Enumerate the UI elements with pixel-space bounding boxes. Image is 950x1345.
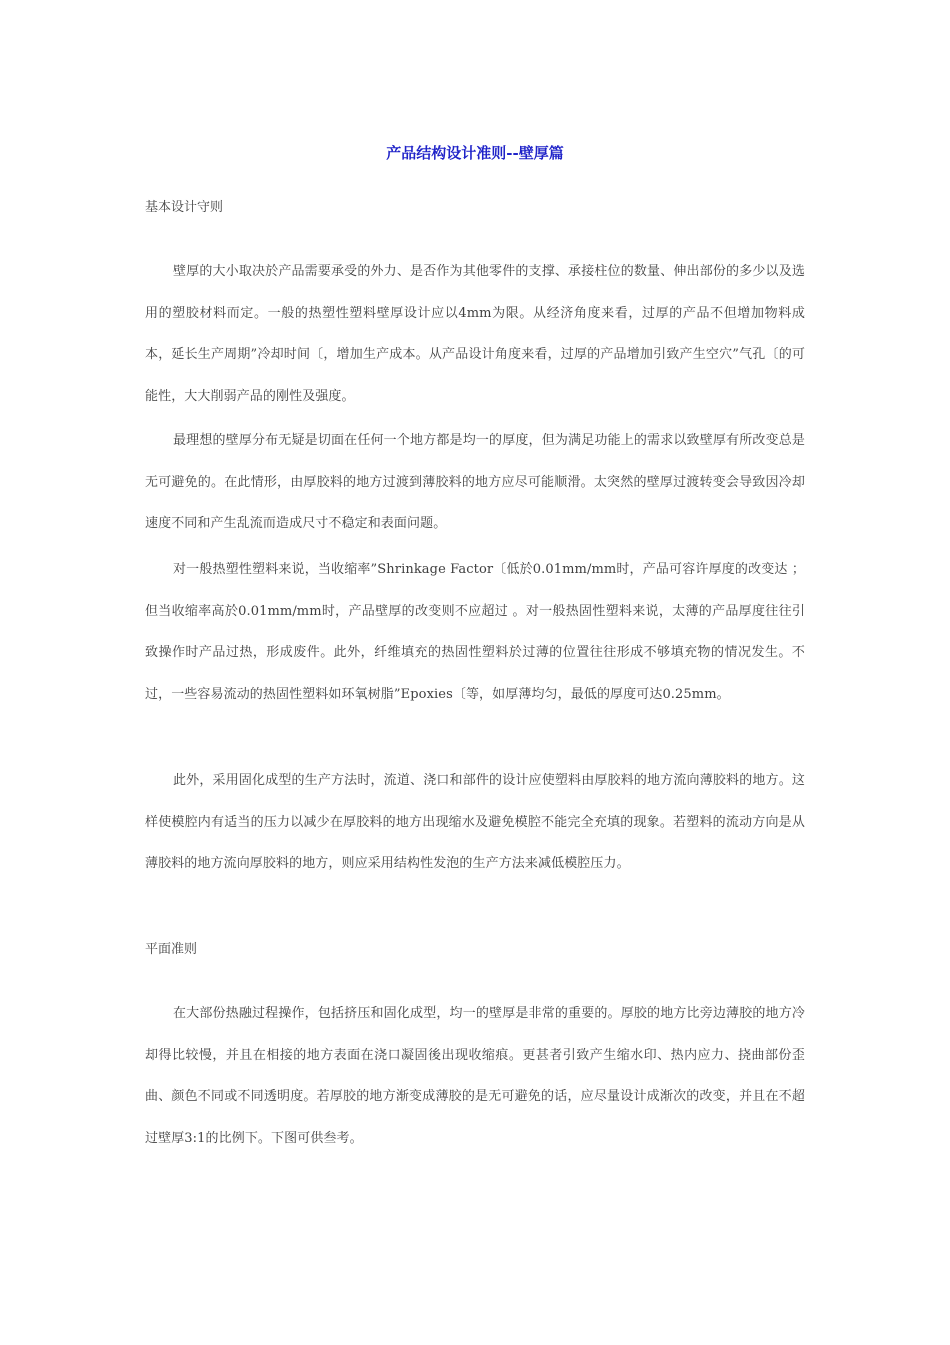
paragraph-ideal-distribution: 最理想的壁厚分布无疑是切面在任何一个地方都是均一的厚度，但为满足功能上的需求以致壁厚有所改变总是无可避免的。在此情形，由厚胶料的地方过渡到薄胶料的地方应尽可能顺滑。太突然的壁厚过渡转变会导致因冷却速度不同和产生乱流而造成尺寸不稳定和表面问题。 xyxy=(145,433,805,531)
document-title: 产品结构设计准则--壁厚篇 xyxy=(386,144,564,162)
paragraph-uniform-thickness: 在大部份热融过程操作，包括挤压和固化成型，均一的壁厚是非常的重要的。厚胶的地方比旁边薄胶的地方冷却得比较慢，并且在相接的地方表面在浇口凝固後出现收缩痕。更甚者引致产生缩水印、热内应力、挠曲部份歪曲、颜色不同或不同透明度。若厚胶的地方渐变成薄胶的是无可避免的话，应尽量设计成渐次的改变，并且在不超过壁厚3:1的比例下。下图可供叁考。 xyxy=(145,1006,805,1146)
paragraph-shrinkage-factor: 对一般热塑性塑料来说，当收缩率”Shrinkage Factor〔低於0.01mm/mm时，产品可容许厚度的改变达 ；但当收缩率高於0.01mm/mm时，产品壁厚的改变则不应超过 。对一般热固性塑料来说，太薄的产品厚度往往引致操作时产品过热，形成废件。此外，纤维填充的热固性塑料於过薄的位置往往形成不够填充物的情况发生。不过，一些容易流动的热固性塑料如环氧树脂”Epoxies〔等，如厚薄均匀，最低的厚度可达0.25mm。 xyxy=(145,562,805,702)
section-heading-basic-rules: 基本设计守则 xyxy=(145,200,224,215)
section-heading-plane-rules: 平面准则 xyxy=(145,942,198,957)
paragraph-wall-thickness-size: 壁厚的大小取决於产品需要承受的外力、是否作为其他零件的支撑、承接柱位的数量、伸出部份的多少以及选用的塑胶材料而定。一般的热塑性塑料壁厚设计应以4mm为限。从经济角度来看，过厚的产品不但增加物料成本，延长生产周期”冷却时间〔，增加生产成本。从产品设计角度来看，过厚的产品增加引致产生空穴”气孔〔的可能性，大大削弱产品的刚性及强度。 xyxy=(145,264,805,404)
paragraph-flow-direction: 此外，采用固化成型的生产方法时，流道、浇口和部件的设计应使塑料由厚胶料的地方流向薄胶料的地方。这样使模腔内有适当的压力以减少在厚胶料的地方出现缩水及避免模腔不能完全充填的现象。若塑料的流动方向是从薄胶料的地方流向厚胶料的地方，则应采用结构性发泡的生产方法来减低模腔压力。 xyxy=(145,773,805,871)
